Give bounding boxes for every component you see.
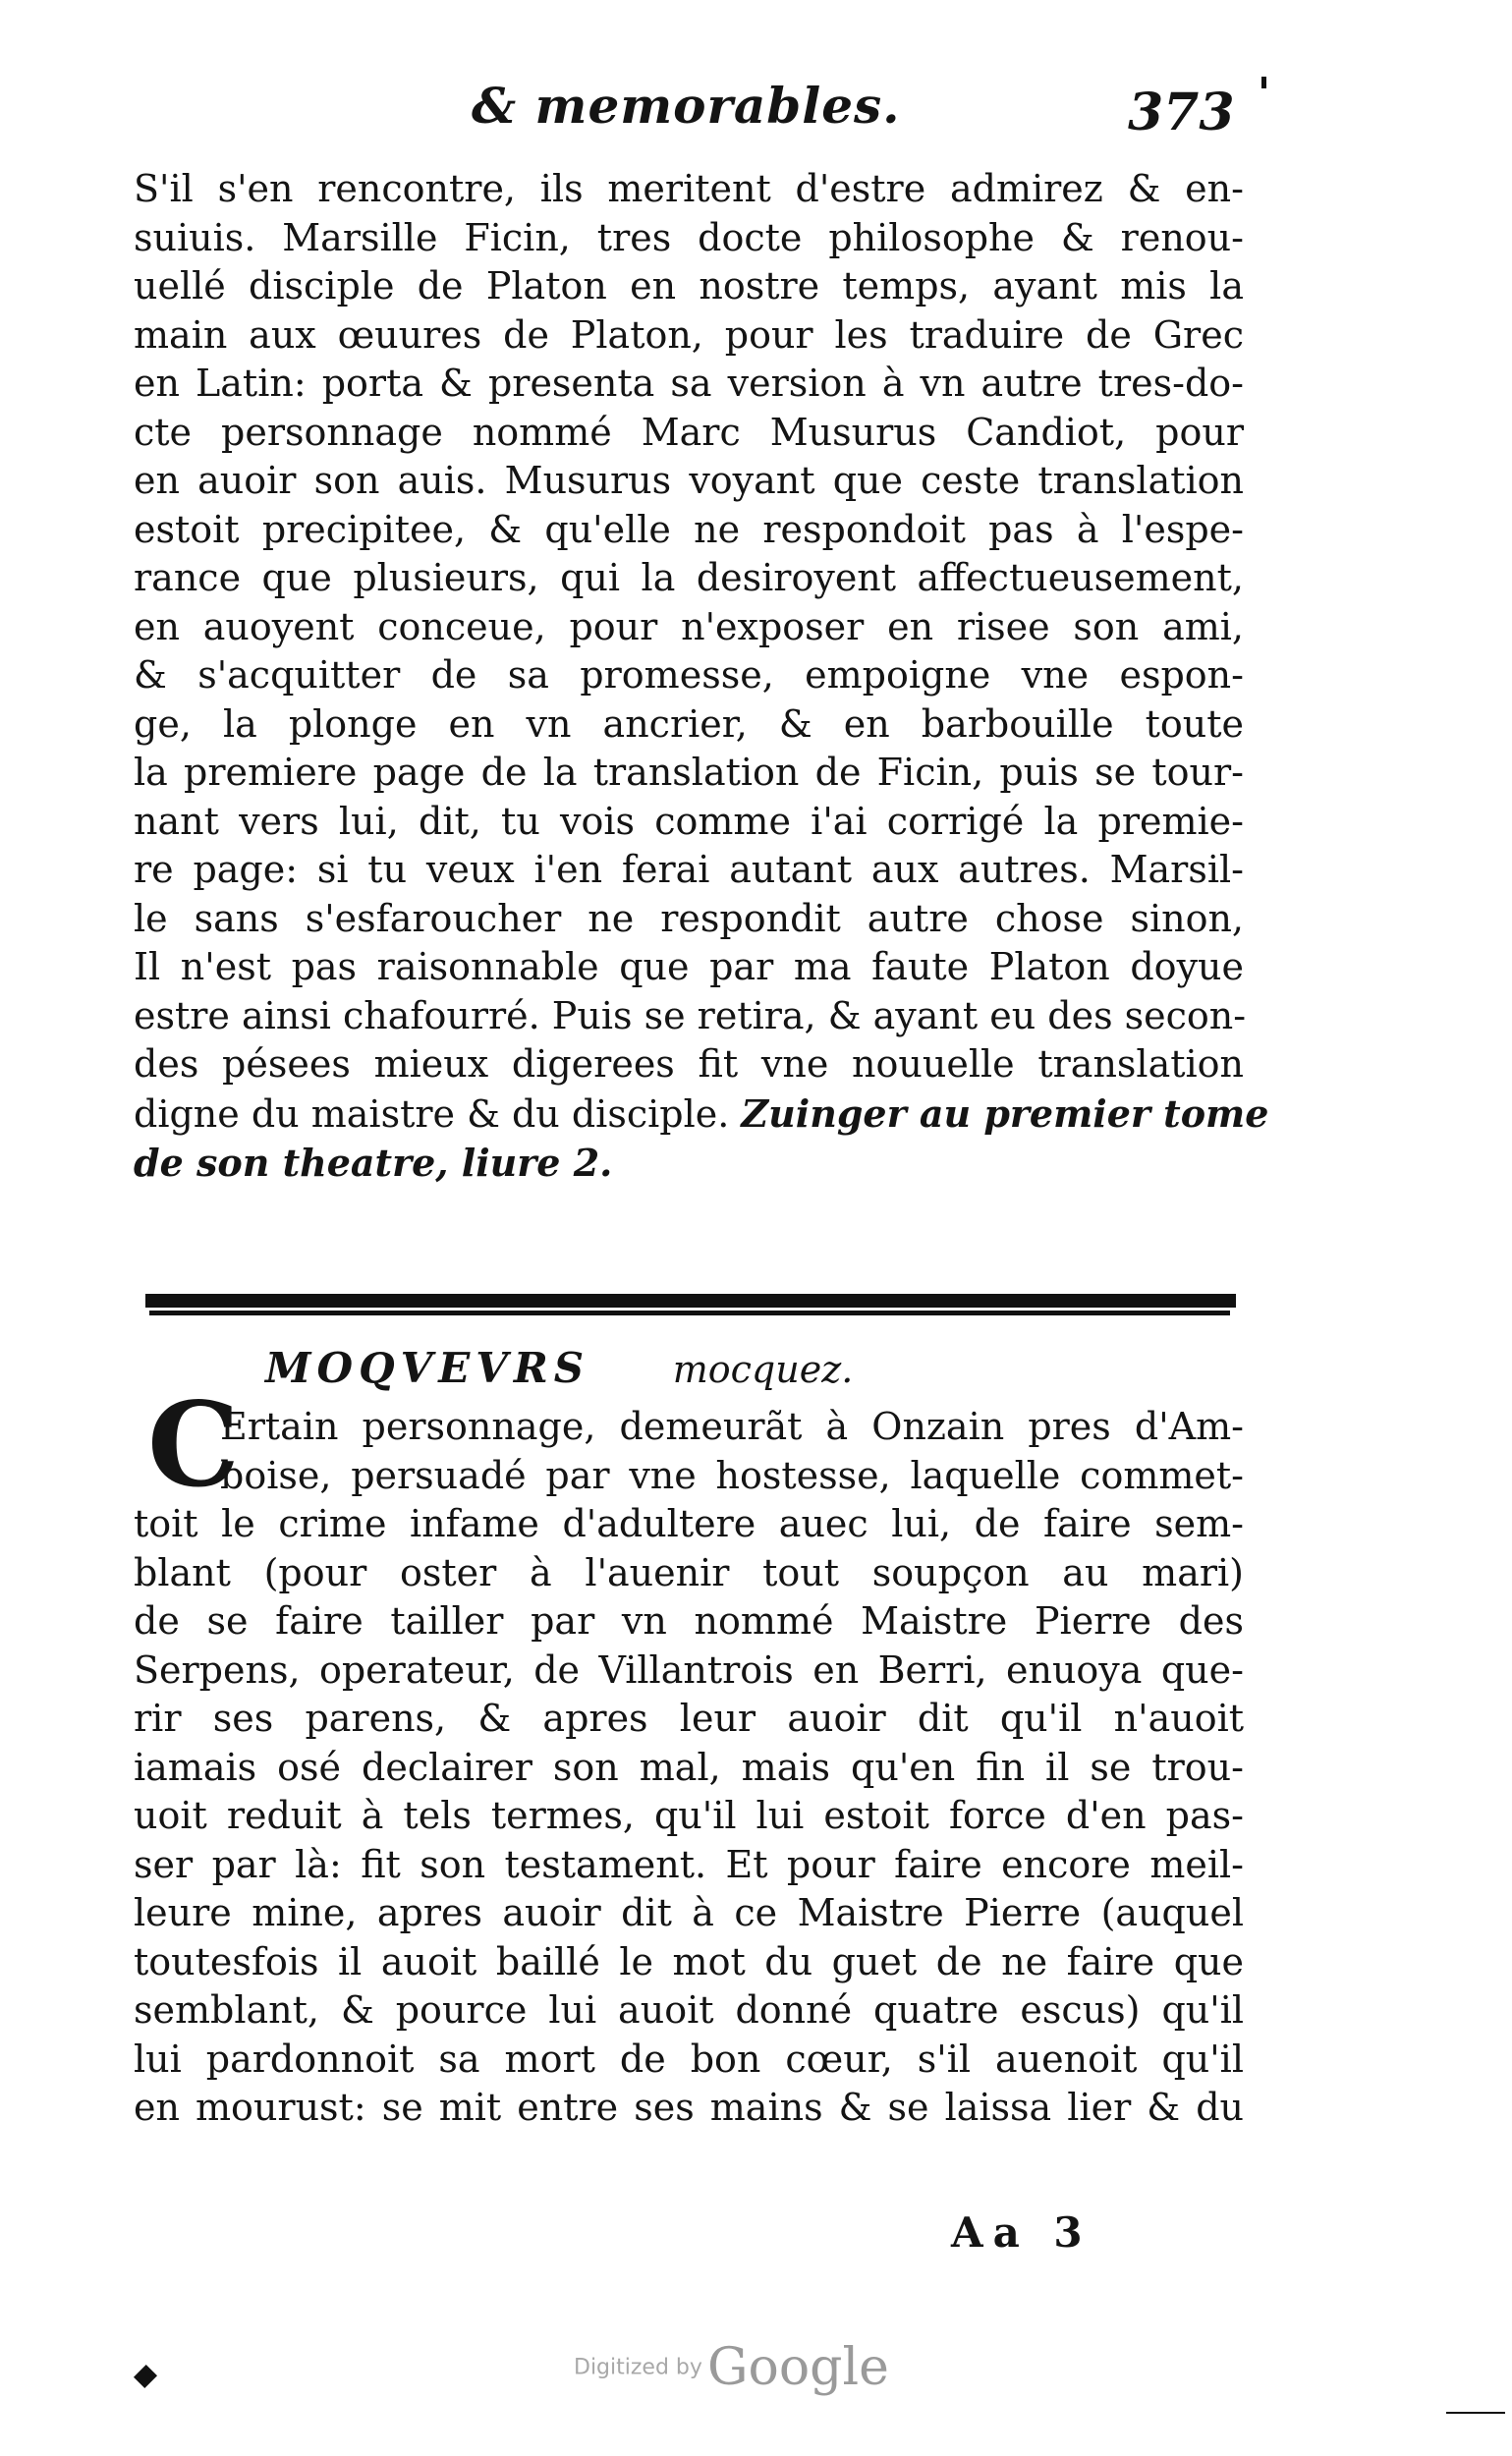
text-line: ge, la plonge en vn ancrier, & en barbouille toute bbox=[134, 701, 1244, 746]
text-line: lui pardonnoit sa mort de bon cœur, s'il auenoit qu'il bbox=[134, 2037, 1244, 2081]
text-line: uoit reduit à tels termes, qu'il lui estoit force d'en pas- bbox=[134, 1794, 1244, 1837]
text-line: uellé disciple de Platon en nostre temps, ayant mis la bbox=[134, 264, 1244, 307]
section-divider-thick bbox=[145, 1294, 1236, 1308]
ink-speck bbox=[134, 2365, 157, 2388]
text-line: & s'acquitter de sa promesse, empoigne vne espon- bbox=[134, 653, 1244, 697]
watermark-prefix: Digitized by bbox=[574, 2355, 702, 2380]
google-logo: Google bbox=[707, 2338, 889, 2397]
text-line: rance que plusieurs, qui la desiroyent affectueusement, bbox=[134, 556, 1244, 599]
text-line: boise, persuadé par vne hostesse, laquelle commet- bbox=[220, 1453, 1244, 1497]
text-line: rir ses parens, & apres leur auoir dit qu'il n'auoit bbox=[134, 1697, 1244, 1740]
text-line: Ertain personnage, demeurãt à Onzain pres d'Am- bbox=[220, 1405, 1244, 1448]
text-line: blant (pour oster à l'auenir tout soupçon au mari) bbox=[134, 1550, 1244, 1594]
text-line: en auoyent conceue, pour n'exposer en risee son ami, bbox=[134, 604, 1244, 648]
text-line: main aux œuures de Platon, pour les traduire de Grec bbox=[134, 312, 1244, 357]
section-subtitle: mocquez. bbox=[672, 1348, 854, 1391]
text-line: iamais osé declairer son mal, mais qu'en fin il se trou- bbox=[134, 1745, 1244, 1789]
text-line-with-citation bbox=[134, 1089, 1269, 1140]
signature-mark: Aa 3 bbox=[951, 2208, 1092, 2257]
citation: Zuinger au premier tome bbox=[741, 1090, 1269, 1136]
text-line: leure mine, apres auoir dit à ce Maistre Pierre (auquel bbox=[134, 1891, 1244, 1934]
scan-edge bbox=[1446, 2412, 1505, 2414]
text-line: nant vers lui, dit, tu vois comme i'ai corrigé la premie- bbox=[134, 799, 1244, 843]
text-line: de se faire tailler par vn nommé Maistre Pierre des bbox=[134, 1599, 1244, 1643]
text-line: toit le crime infame d'adultere auec lui, de faire sem- bbox=[134, 1502, 1244, 1545]
drop-cap: C bbox=[147, 1376, 240, 1513]
text-fragment: digne du maistre & du disciple. bbox=[134, 1091, 730, 1136]
text-line: estre ainsi chafourré. Puis se retira, & ayant eu des secon- bbox=[134, 993, 1247, 1037]
text-line: en Latin: porta & presenta sa version à vn autre tres-do- bbox=[134, 362, 1244, 405]
citation-line: de son theatre, liure 2. bbox=[134, 1141, 613, 1185]
ink-speck bbox=[1261, 77, 1266, 88]
text-line: re page: si tu veux i'en ferai autant aux autres. Marsil- bbox=[134, 848, 1244, 891]
text-line: ser par là: fit son testament. Et pour faire encore meil- bbox=[134, 1842, 1244, 1886]
anecdote-ficin-text bbox=[134, 165, 1269, 1188]
text-line: estoit precipitee, & qu'elle ne respondoit pas à l'espe- bbox=[134, 507, 1244, 551]
text-line: semblant, & pource lui auoit donné quatre escus) qu'il bbox=[134, 1988, 1244, 2032]
text-line: cte personnage nommé Marc Musurus Candiot, pour bbox=[134, 410, 1244, 454]
section-divider-thin bbox=[149, 1311, 1230, 1315]
text-line: toutesfois il auoit baillé le mot du guet de ne faire que bbox=[134, 1939, 1244, 1983]
text-line: Il n'est pas raisonnable que par ma faute Platon doyue bbox=[134, 945, 1244, 988]
text-line: Serpens, operateur, de Villantrois en Berri, enuoya que- bbox=[134, 1647, 1244, 1692]
text-line: S'il s'en rencontre, ils meritent d'estre admirez & en- bbox=[134, 167, 1244, 210]
text-line: en auoir son auis. Musurus voyant que ceste translation bbox=[134, 459, 1244, 502]
section-heading bbox=[265, 1344, 1149, 1392]
text-line: la premiere page de la translation de Ficin, puis se tour- bbox=[134, 751, 1244, 794]
google-watermark bbox=[574, 2338, 889, 2397]
text-line: des pésees mieux digerees fit vne nouuelle translation bbox=[134, 1042, 1244, 1086]
text-line: suiuis. Marsille Ficin, tres docte philosophe & renou- bbox=[134, 215, 1244, 259]
text-line: en mourust: se mit entre ses mains & se laissa lier & du bbox=[134, 2086, 1244, 2129]
running-title: & memorables. bbox=[472, 77, 901, 135]
anecdote-onzain-text bbox=[134, 1403, 1244, 2133]
section-title: MOQVEVRS bbox=[265, 1344, 590, 1392]
page-number: 373 bbox=[1128, 83, 1235, 142]
text-line: le sans s'esfaroucher ne respondit autre chose sinon, bbox=[134, 896, 1244, 940]
